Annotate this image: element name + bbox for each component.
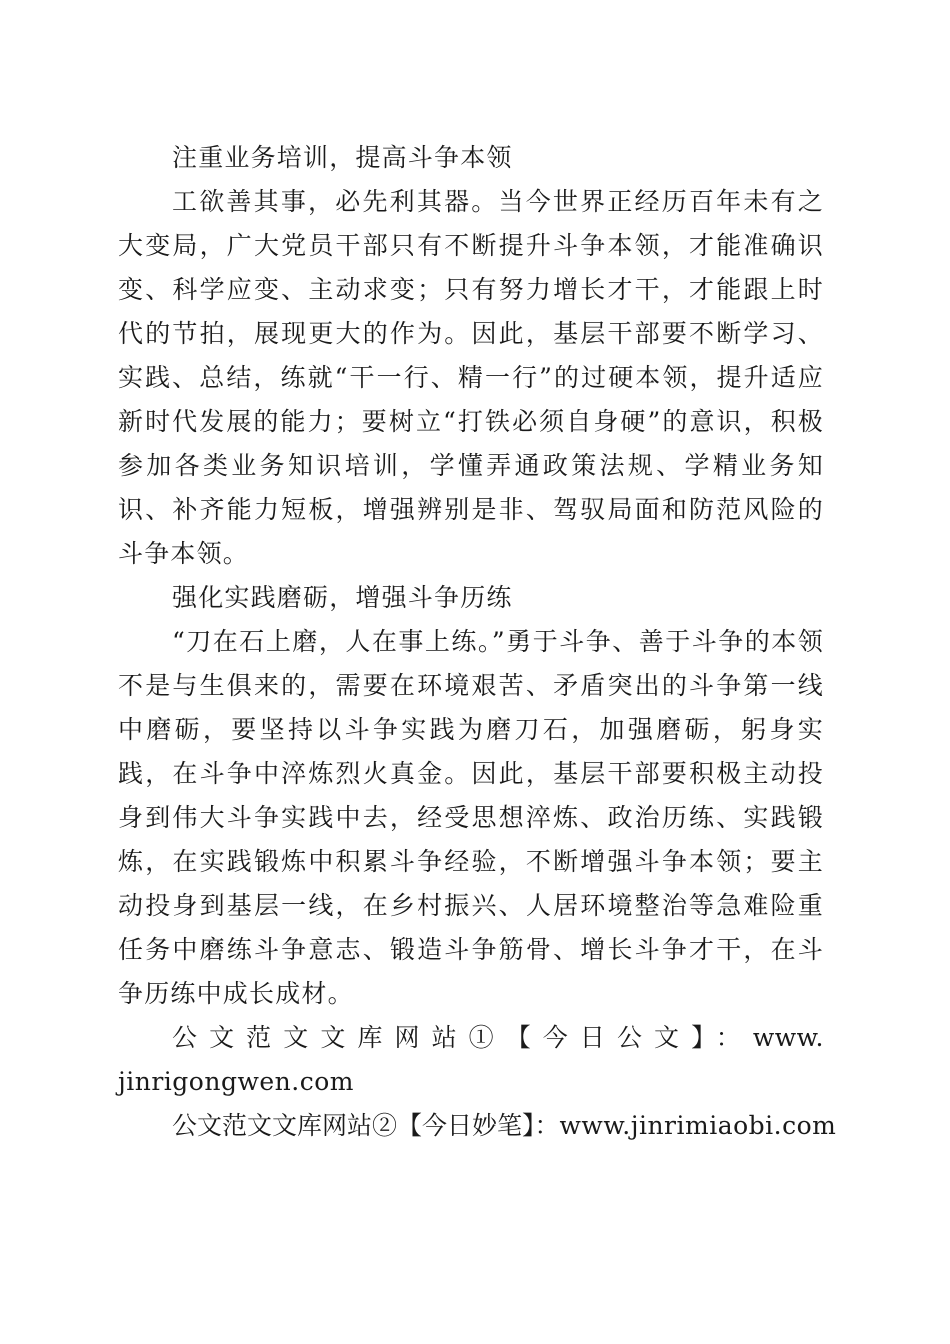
footer-site-1 bbox=[118, 1016, 824, 1104]
footer-site-1-url[interactable]: www.jinrigongwen.com bbox=[118, 1023, 824, 1096]
footer-site-2-url[interactable]: www.jinrimiaobi.com bbox=[559, 1111, 837, 1140]
footer-site-2-label: 公文范文文库网站②【今日妙笔】： bbox=[172, 1111, 560, 1140]
section-2-body: “刀在石上磨，人在事上练。”勇于斗争、善于斗争的本领不是与生俱来的，需要在环境艰苦、矛盾突出的斗争第一线中磨砺，要坚持以斗争实践为磨刀石，加强磨砺，躬身实践，在斗争中淬炼烈火真金。因此，基层干部要积极主动投身到伟大斗争实践中去，经受思想淬炼、政治历练、实践锻炼，在实践锻炼中积累斗争经验，不断增强斗争本领；要主动投身到基层一线，在乡村振兴、人居环境整治等急难险重任务中磨练斗争意志、锻造斗争筋骨、增长斗争才干，在斗争历练中成长成材。 bbox=[118, 627, 824, 1008]
document-page bbox=[118, 136, 837, 1148]
section-2-heading: 强化实践磨砺，增强斗争历练 bbox=[172, 583, 513, 612]
footer-site-1-label: 公文范文文库网站①【今日公文】： bbox=[172, 1023, 753, 1052]
section-1-heading: 注重业务培训，提高斗争本领 bbox=[172, 143, 513, 172]
footer-site-2 bbox=[118, 1104, 837, 1148]
section-1-body: 工欲善其事，必先利其器。当今世界正经历百年未有之大变局，广大党员干部只有不断提升斗争本领，才能准确识变、科学应变、主动求变；只有努力增长才干，才能跟上时代的节拍，展现更大的作为。因此，基层干部要不断学习、实践、总结，练就“干一行、精一行”的过硬本领，提升适应新时代发展的能力；要树立“打铁必须自身硬”的意识，积极参加各类业务知识培训，学懂弄通政策法规、学精业务知识、补齐能力短板，增强辨别是非、驾驭局面和防范风险的斗争本领。 bbox=[118, 187, 824, 568]
